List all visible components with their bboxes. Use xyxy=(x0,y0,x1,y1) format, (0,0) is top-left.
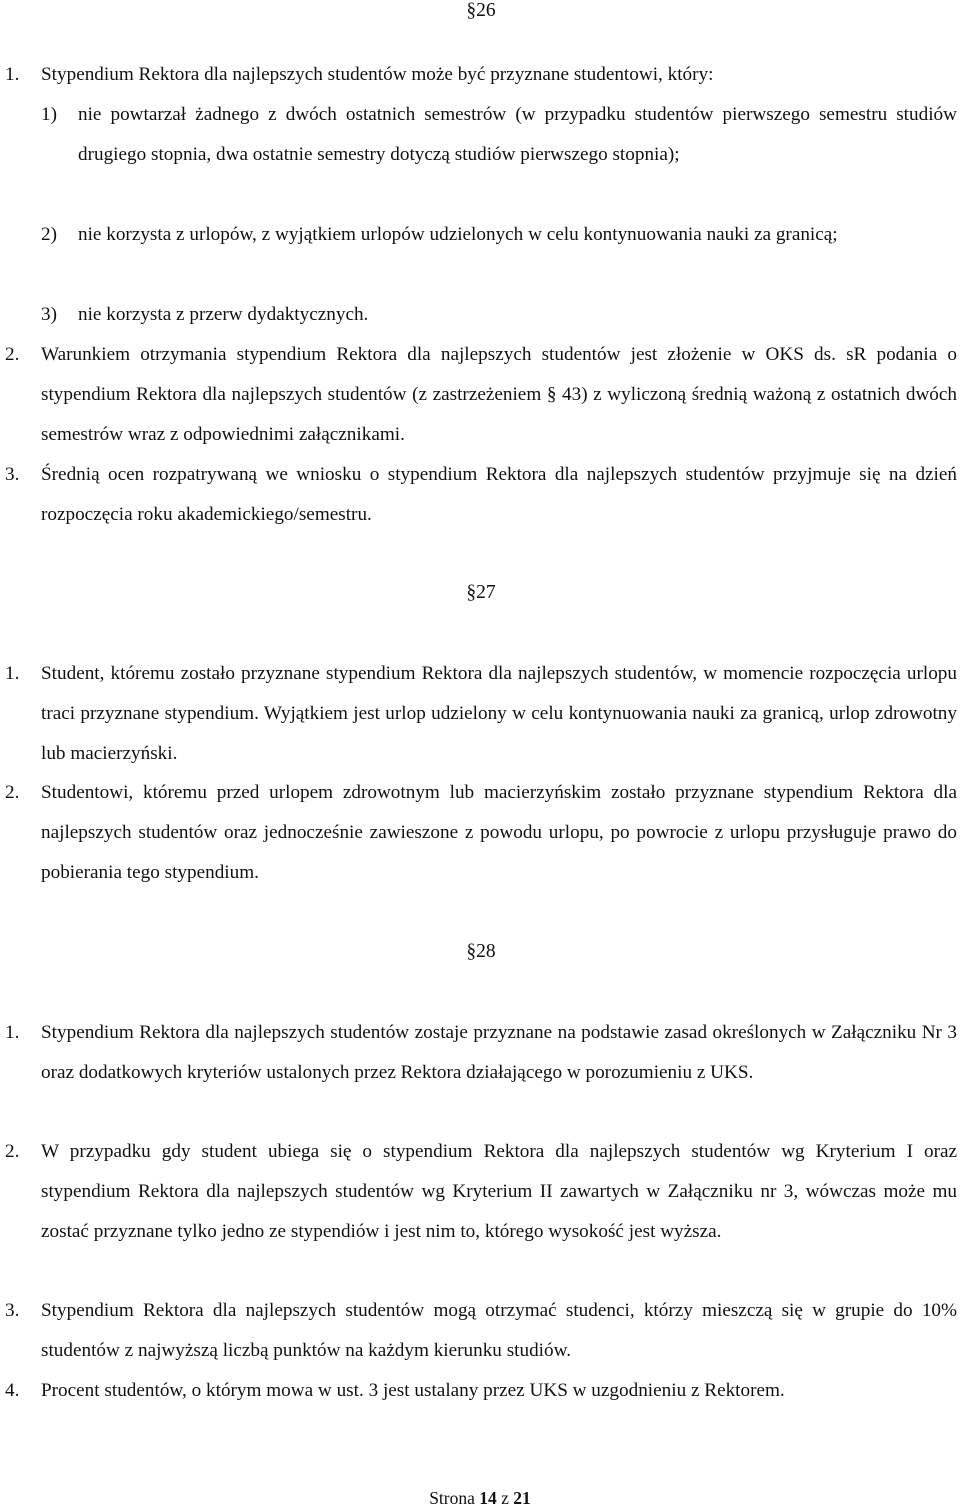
item-text: Procent studentów, o którym mowa w ust. 3 jest ustalany przez UKS w uzgodnieniu z Rektorem. xyxy=(41,1380,785,1401)
page-footer xyxy=(0,1486,960,1510)
item-number: 2. xyxy=(5,782,20,803)
section-heading: §26 xyxy=(466,0,496,21)
paragraph-item xyxy=(0,55,960,95)
item-number: 3. xyxy=(5,1300,20,1321)
item-text: W przypadku gdy student ubiega się o stypendium Rektora dla najlepszych studentów wg Kryterium I oraz stypendium Rektora dla najlepszych studentów wg Kryterium II zawartych w Załączniku nr 3, wówczas może mu zostać przyznane tylko jedno ze stypendiów i jest nim to, którego wysokość jest wyższa. xyxy=(41,1141,957,1242)
item-number: 2. xyxy=(5,1141,20,1162)
paragraph-item xyxy=(0,455,960,535)
footer-separator: z xyxy=(501,1488,509,1508)
paragraph-item xyxy=(0,654,960,774)
item-number: 1. xyxy=(5,663,20,684)
item-text: Stypendium Rektora dla najlepszych studentów może być przyznane studentowi, który: xyxy=(41,64,714,85)
item-text: Stypendium Rektora dla najlepszych studentów mogą otrzymać studenci, którzy mieszczą się w grupie do 10% studentów z najwyższą liczbą punktów na każdym kierunku studiów. xyxy=(41,1300,957,1361)
paragraph-item xyxy=(0,1291,960,1371)
item-number: 1) xyxy=(41,104,57,125)
item-number: 4. xyxy=(5,1380,20,1401)
paragraph-item xyxy=(0,1132,960,1252)
item-text: Studentowi, któremu przed urlopem zdrowotnym lub macierzyńskim zostało przyznane stypendium Rektora dla najlepszych studentów oraz jednocześnie zawieszone z powodu urlopu, po powrocie z urlopu przysługuje prawo do pobierania tego stypendium. xyxy=(41,782,957,883)
section-heading: §28 xyxy=(466,941,496,962)
sub-item xyxy=(0,95,960,175)
item-text: Student, któremu zostało przyznane stypendium Rektora dla najlepszych studentów, w momencie rozpoczęcia urlopu traci przyznane stypendium. Wyjątkiem jest urlop udzielony w celu kontynuowania nauki za granicą, urlop zdrowotny lub macierzyński. xyxy=(41,663,957,764)
item-text: nie powtarzał żadnego z dwóch ostatnich semestrów (w przypadku studentów pierwszego semestru studiów drugiego stopnia, dwa ostatnie semestry dotyczą studiów pierwszego stopnia); xyxy=(78,104,957,165)
sub-item xyxy=(0,215,960,255)
paragraph-item xyxy=(0,1013,960,1093)
item-text: Warunkiem otrzymania stypendium Rektora dla najlepszych studentów jest złożenie w OKS ds. sR podania o stypendium Rektora dla najlepszych studentów (z zastrzeżeniem § 43) z wyliczoną średnią ważoną z ostatnich dwóch semestrów wraz z odpowiednimi załącznikami. xyxy=(41,344,957,445)
item-number: 2. xyxy=(5,344,20,365)
item-number: 2) xyxy=(41,224,57,245)
item-text: Średnią ocen rozpatrywaną we wniosku o stypendium Rektora dla najlepszych studentów przyjmuje się na dzień rozpoczęcia roku akademickiego/semestru. xyxy=(41,464,957,525)
sub-item xyxy=(0,295,960,335)
footer-current-page: 14 xyxy=(479,1488,497,1508)
item-number: 3. xyxy=(5,464,20,485)
item-number: 3) xyxy=(41,304,57,325)
paragraph-item xyxy=(0,335,960,455)
item-text: nie korzysta z przerw dydaktycznych. xyxy=(78,304,369,325)
item-text: nie korzysta z urlopów, z wyjątkiem urlopów udzielonych w celu kontynuowania nauki za granicą; xyxy=(78,224,838,245)
paragraph-item xyxy=(0,1371,960,1411)
footer-total-pages: 21 xyxy=(513,1488,531,1508)
item-number: 1. xyxy=(5,1022,20,1043)
item-number: 1. xyxy=(5,64,20,85)
footer-prefix: Strona xyxy=(429,1488,475,1508)
paragraph-item xyxy=(0,773,960,893)
item-text: Stypendium Rektora dla najlepszych studentów zostaje przyznane na podstawie zasad określonych w Załączniku Nr 3 oraz dodatkowych kryteriów ustalonych przez Rektora działającego w porozumieniu z UKS. xyxy=(41,1022,957,1083)
section-heading: §27 xyxy=(466,582,496,603)
